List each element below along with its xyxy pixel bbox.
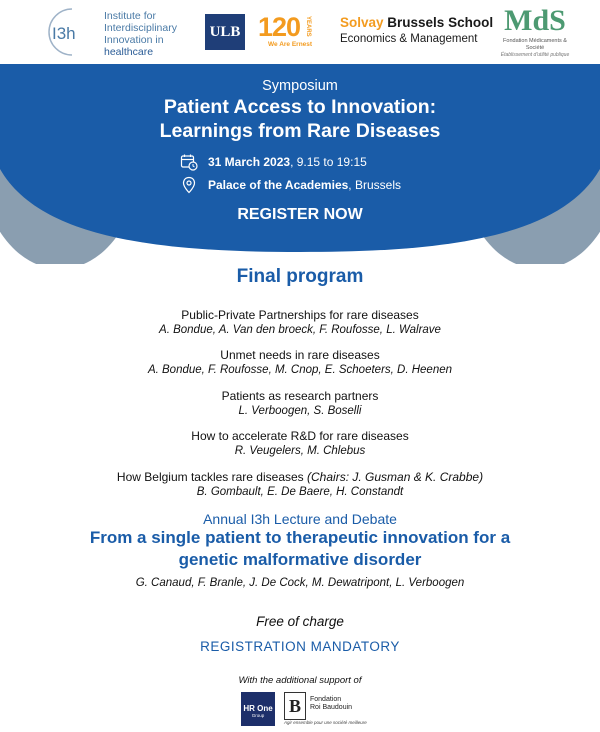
session-1 [0,307,600,338]
session-speakers: R. Veugelers, M. Chlebus [234,445,366,457]
location-pin-icon [180,176,198,194]
session-title: Public-Private Partnerships for rare diseases [181,308,419,322]
session-speakers: L. Verboogen, S. Boselli [238,405,362,417]
session-title: How Belgium tackles rare diseases [116,470,304,484]
120-years-logo: 120 YEARS We Are Ernest [258,12,313,48]
king-baudouin-foundation-logo: B Fondation Roi Baudouin Agir ensemble pour une société meilleure [284,692,374,726]
mds-logo: MdS Fondation Médicaments & Société Établissement d'utilité publique [500,4,570,58]
event-location: Palace of the Academies, Brussels [180,176,401,194]
session-title: Unmet needs in rare diseases [220,348,380,362]
registration-mandatory: REGISTRATION MANDATORY [200,639,400,654]
calendar-clock-icon [180,153,198,171]
solvay-logo-line1: Solvay Brussels School [340,15,494,30]
lecture-title-line2: genetic malformative disorder [178,550,422,569]
final-program-heading: Final program [236,266,364,287]
lecture-speakers: G. Canaud, F. Branle, J. De Cock, M. Dewatripont, L. Verboogen [135,577,465,589]
session-speakers: B. Gombault, E. De Baere, H. Constandt [196,486,404,498]
hr-one-logo: HR One Group [241,692,275,726]
lecture-kicker: Annual I3h Lecture and Debate [203,511,397,527]
support-label: With the additional support of [238,675,362,686]
i3h-logo [42,6,94,58]
session-title: How to accelerate R&D for rare diseases [191,429,409,443]
i3h-name: Institute for Interdisciplinary Innovation in healthcare [104,10,177,58]
logo-bar [0,0,600,64]
event-title-line1: Patient Access to Innovation: [163,96,437,118]
session-chairs: (Chairs: J. Gusman & K. Crabbe) [307,470,484,484]
lecture-title-line1: From a single patient to therapeutic innovation for a [89,528,511,547]
session-title: Patients as research partners [221,389,379,403]
symposium-label: Symposium [262,78,338,94]
event-date: 31 March 2023, 9.15 to 19:15 [180,153,367,171]
session-2 [0,347,600,378]
session-speakers: A. Bondue, F. Roufosse, M. Cnop, E. Schoeters, D. Heenen [147,364,453,376]
register-now-button[interactable]: REGISTER NOW [237,206,363,223]
solvay-logo-line2: Economics & Management [340,33,478,45]
session-4 [0,428,600,459]
session-5 [0,469,600,500]
ulb-logo: ULB [205,14,245,50]
session-speakers: A. Bondue, A. Van den broeck, F. Roufosse, L. Walrave [159,324,441,336]
session-3 [0,388,600,419]
free-of-charge: Free of charge [256,614,344,629]
event-title-line2: Learnings from Rare Diseases [159,120,441,142]
svg-text:I3h: I3h [52,24,76,43]
